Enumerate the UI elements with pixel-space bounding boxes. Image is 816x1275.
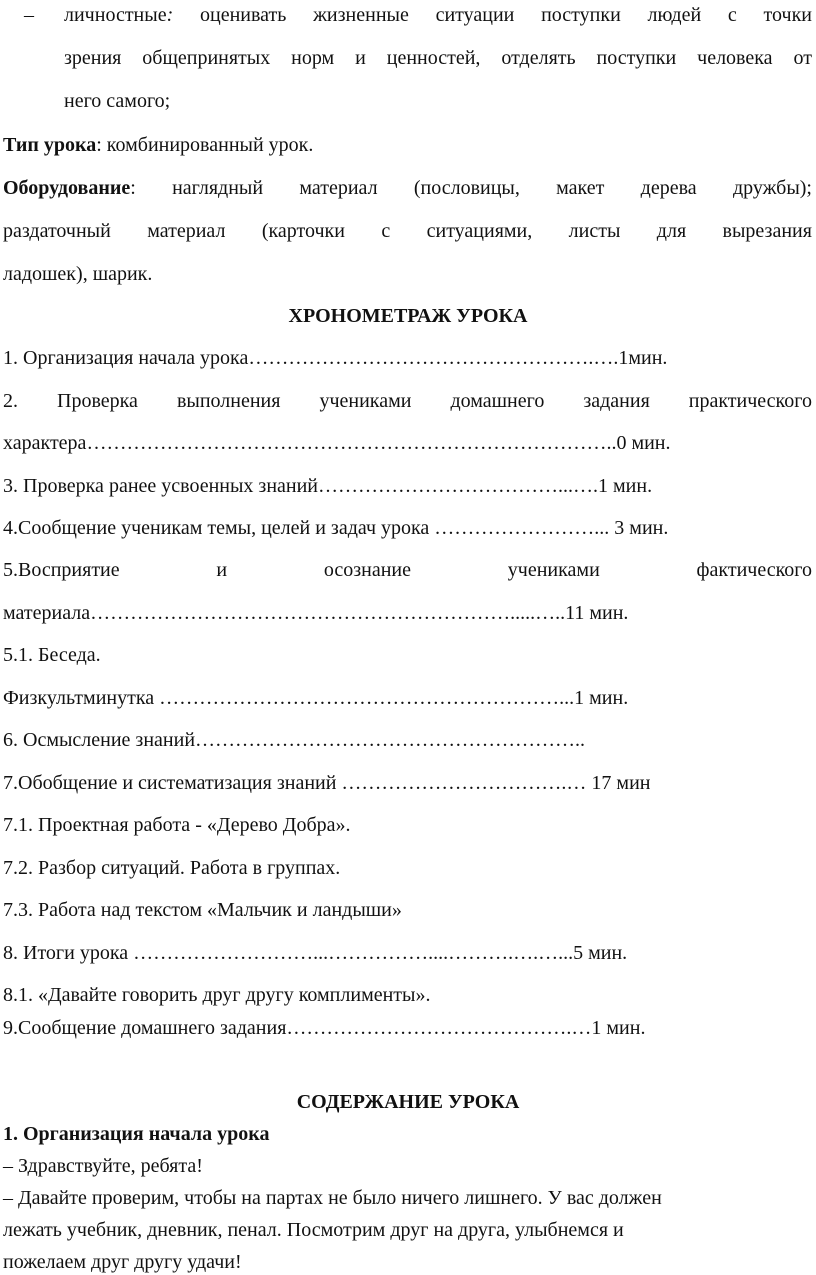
word: и	[355, 47, 366, 69]
equipment-label: Оборудование	[3, 177, 131, 199]
timing-item-6: 6. Осмысление знаний…………………………………………………..	[3, 729, 586, 751]
word: с	[727, 4, 737, 26]
content-paragraph-1: – Здравствуйте, ребята!	[3, 1155, 203, 1177]
word: макет	[556, 177, 605, 199]
word: материал	[147, 220, 226, 242]
lesson-type-value: : комбинированный урок.	[96, 134, 314, 156]
timing-title: ХРОНОМЕТРАЖ УРОКА	[288, 305, 528, 327]
word: фактического	[696, 559, 812, 581]
word: выполнения	[176, 390, 281, 412]
word: практического	[688, 390, 812, 412]
word: дерева	[640, 177, 697, 199]
timing-item-7: 7.Обобщение и систематизация знаний …………………………….… 17 мин	[3, 772, 651, 794]
objective-personal-line-1	[64, 2, 812, 28]
word: ситуации	[435, 4, 515, 26]
word: жизненные	[313, 4, 409, 26]
content-paragraph-2-line-2: лежать учебник, дневник, пенал. Посмотрим друг на друга, улыбнемся и	[3, 1219, 624, 1241]
word: оценивать	[199, 4, 287, 26]
timing-item-9: 9.Сообщение домашнего задания…………………………………….…1 мин.	[3, 1017, 646, 1039]
timing-item-2-line-1	[3, 388, 812, 414]
timing-item-5-line-1	[3, 557, 812, 583]
word: дружбы);	[732, 177, 812, 199]
content-title: СОДЕРЖАНИЕ УРОКА	[296, 1091, 520, 1113]
word: поступки	[541, 4, 621, 26]
word: учениками	[507, 559, 600, 581]
objective-personal-line-2	[64, 45, 812, 71]
equipment-line-2	[3, 218, 812, 244]
objective-personal-label: личностные	[64, 4, 167, 26]
lesson-type	[3, 132, 812, 158]
word: 5.Восприятие	[3, 559, 120, 581]
timing-item-8-1: 8.1. «Давайте говорить друг другу комплименты».	[3, 984, 431, 1006]
timing-item-3: 3. Проверка ранее усвоенных знаний………………………………...….1 мин.	[3, 475, 653, 497]
word: ценностей,	[386, 47, 481, 69]
objective-personal-bullet: –	[24, 4, 34, 26]
word: от	[793, 47, 812, 69]
equipment-line-3: ладошек), шарик.	[3, 263, 153, 285]
word: ситуациями,	[426, 220, 533, 242]
timing-item-5-2: Физкультминутка ……………………………………………………...1 мин.	[3, 687, 629, 709]
timing-item-2-line-2: характера……………………………………………………………………..0 мин.	[3, 432, 671, 454]
word: для	[656, 220, 687, 242]
word: общепринятых	[142, 47, 271, 69]
content-paragraph-2-line-3: пожелаем друг другу удачи!	[3, 1251, 242, 1273]
word: задания	[583, 390, 650, 412]
word: человека	[697, 47, 773, 69]
timing-item-1: 1. Организация начала урока…………………………………………….….1мин.	[3, 347, 668, 369]
word: вырезания	[722, 220, 812, 242]
word: листы	[568, 220, 621, 242]
word: зрения	[64, 47, 122, 69]
lesson-type-label: Тип урока	[3, 134, 97, 156]
timing-item-5-line-2: материала……………………………………………………….....…..11 мин.	[3, 602, 629, 624]
word: людей	[647, 4, 702, 26]
word: 2.	[3, 390, 18, 412]
content-section-1-heading: 1. Организация начала урока	[3, 1123, 270, 1145]
word: поступки	[596, 47, 677, 69]
word: раздаточный	[3, 220, 111, 242]
objective-personal-colon: :	[166, 4, 174, 26]
timing-item-4: 4.Сообщение ученикам темы, целей и задач урока ……………………... 3 мин.	[3, 517, 669, 539]
word: материал	[299, 177, 378, 199]
word: Проверка	[57, 390, 138, 412]
word: (карточки	[261, 220, 345, 242]
equipment-line-1	[3, 175, 812, 201]
word: (пословицы,	[413, 177, 520, 199]
word: домашнего	[450, 390, 545, 412]
word: с	[381, 220, 391, 242]
objective-personal-line-3: него самого;	[64, 90, 171, 112]
word: норм	[291, 47, 335, 69]
word: и	[216, 559, 228, 581]
timing-item-5-1: 5.1. Беседа.	[3, 644, 101, 666]
timing-item-7-2: 7.2. Разбор ситуаций. Работа в группах.	[3, 857, 341, 879]
timing-item-7-3: 7.3. Работа над текстом «Мальчик и ландыши»	[3, 899, 402, 921]
word: учениками	[319, 390, 412, 412]
word: наглядный	[172, 177, 264, 199]
timing-item-7-1: 7.1. Проектная работа - «Дерево Добра».	[3, 814, 351, 836]
word: осознание	[323, 559, 412, 581]
word: :	[130, 177, 136, 199]
word: отделять	[501, 47, 576, 69]
content-paragraph-2-line-1: – Давайте проверим, чтобы на партах не было ничего лишнего. У вас должен	[3, 1187, 662, 1209]
word: точки	[763, 4, 812, 26]
timing-item-8: 8. Итоги урока ………………………...……………....……….….…...5 мин.	[3, 942, 628, 964]
